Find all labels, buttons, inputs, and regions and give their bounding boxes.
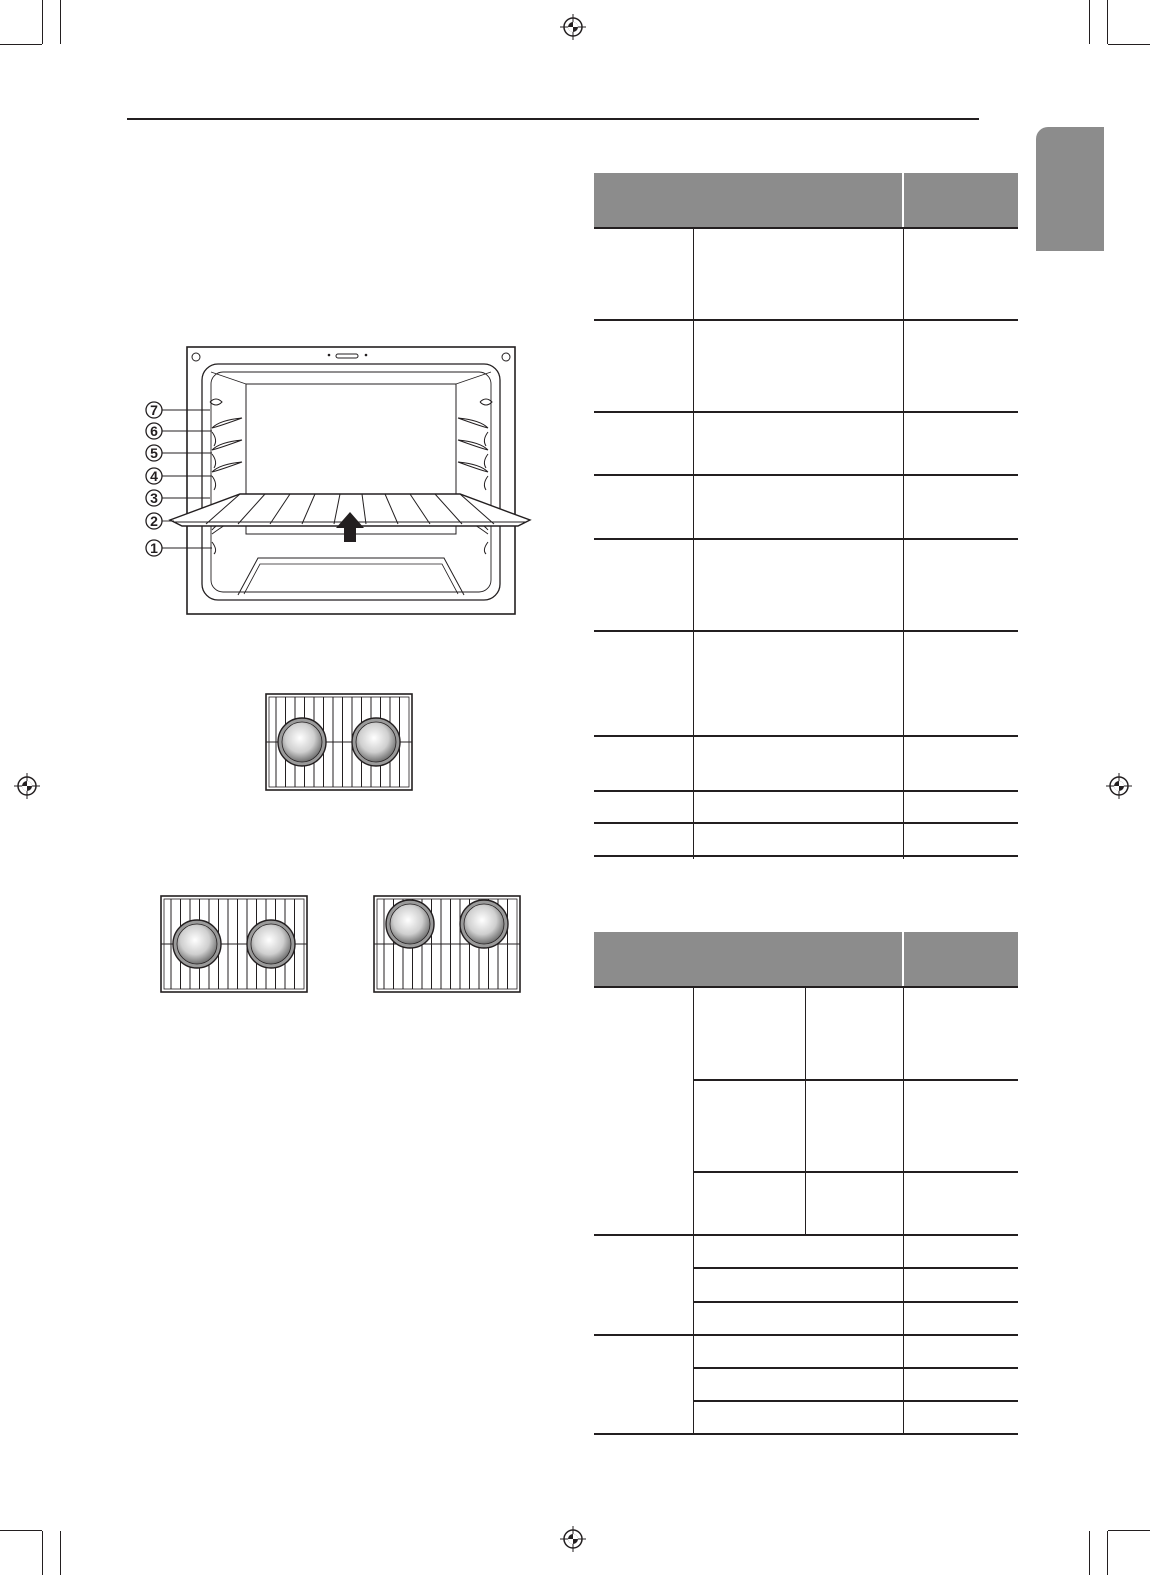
table-row bbox=[594, 1334, 1018, 1336]
header-separator bbox=[902, 932, 904, 987]
table-row bbox=[594, 1234, 1018, 1236]
column-divider bbox=[693, 228, 694, 859]
table-row bbox=[594, 319, 1018, 321]
registration-mark-icon bbox=[14, 773, 40, 799]
rack-position-3 bbox=[146, 490, 162, 506]
table-row bbox=[693, 1301, 1018, 1303]
rack-position-table bbox=[594, 173, 1018, 859]
round-pan bbox=[173, 920, 221, 968]
header-separator bbox=[902, 173, 904, 228]
svg-text:3: 3 bbox=[150, 490, 158, 506]
rack-position-5 bbox=[146, 445, 162, 461]
svg-text:4: 4 bbox=[150, 468, 158, 484]
table-header bbox=[594, 932, 1018, 987]
language-side-tab bbox=[1036, 127, 1104, 251]
crop-mark bbox=[42, 0, 43, 44]
table-row bbox=[594, 538, 1018, 540]
crop-mark bbox=[0, 44, 42, 45]
table-row bbox=[594, 822, 1018, 824]
crop-mark bbox=[1108, 44, 1150, 45]
rack-position-7 bbox=[146, 402, 162, 418]
round-pan bbox=[386, 900, 434, 948]
multi-rack-upper-pan-placement-illustration bbox=[370, 892, 524, 996]
svg-text:1: 1 bbox=[150, 540, 158, 556]
multi-rack-lower-pan-placement-illustration bbox=[157, 892, 311, 996]
table-row bbox=[693, 1267, 1018, 1269]
crop-mark bbox=[60, 1531, 61, 1575]
column-divider bbox=[903, 228, 904, 859]
rack-position-labels bbox=[146, 402, 162, 556]
crop-mark bbox=[42, 1531, 43, 1575]
round-pan bbox=[247, 920, 295, 968]
registration-mark-icon bbox=[560, 1526, 586, 1552]
table-rule bbox=[594, 986, 1018, 988]
crop-mark bbox=[0, 1530, 42, 1531]
crop-mark bbox=[1107, 0, 1108, 44]
table-row bbox=[594, 411, 1018, 413]
multi-rack-table bbox=[594, 932, 1018, 1438]
table-row bbox=[594, 855, 1018, 857]
svg-text:7: 7 bbox=[150, 402, 158, 418]
table-row bbox=[693, 1367, 1018, 1369]
svg-text:6: 6 bbox=[150, 423, 158, 439]
svg-text:2: 2 bbox=[150, 513, 158, 529]
registration-mark-icon bbox=[560, 14, 586, 40]
round-pan bbox=[460, 900, 508, 948]
rack-position-4 bbox=[146, 468, 162, 484]
round-pan bbox=[352, 718, 400, 766]
table-row bbox=[594, 474, 1018, 476]
header-rule bbox=[127, 118, 979, 120]
table-row bbox=[594, 735, 1018, 737]
crop-mark bbox=[1107, 1531, 1108, 1575]
registration-mark-icon bbox=[1106, 773, 1132, 799]
rack-position-2 bbox=[146, 513, 162, 529]
crop-mark bbox=[1089, 1531, 1090, 1575]
rack-position-1 bbox=[146, 540, 162, 556]
rack-position-6 bbox=[146, 423, 162, 439]
table-row bbox=[693, 1400, 1018, 1402]
table-row bbox=[594, 1433, 1018, 1435]
table-row bbox=[693, 1079, 1018, 1081]
table-header bbox=[594, 173, 1018, 228]
table-row bbox=[594, 630, 1018, 632]
single-rack-pan-placement-illustration bbox=[262, 690, 416, 794]
crop-mark bbox=[60, 0, 61, 44]
table-rule bbox=[594, 227, 1018, 229]
table-row bbox=[594, 790, 1018, 792]
round-pan bbox=[278, 718, 326, 766]
crop-mark bbox=[1108, 1530, 1150, 1531]
svg-text:5: 5 bbox=[150, 445, 158, 461]
crop-mark bbox=[1089, 0, 1090, 44]
table-row bbox=[693, 1171, 1018, 1173]
column-divider bbox=[805, 987, 806, 1235]
oven-rack-positions-illustration bbox=[140, 340, 540, 625]
